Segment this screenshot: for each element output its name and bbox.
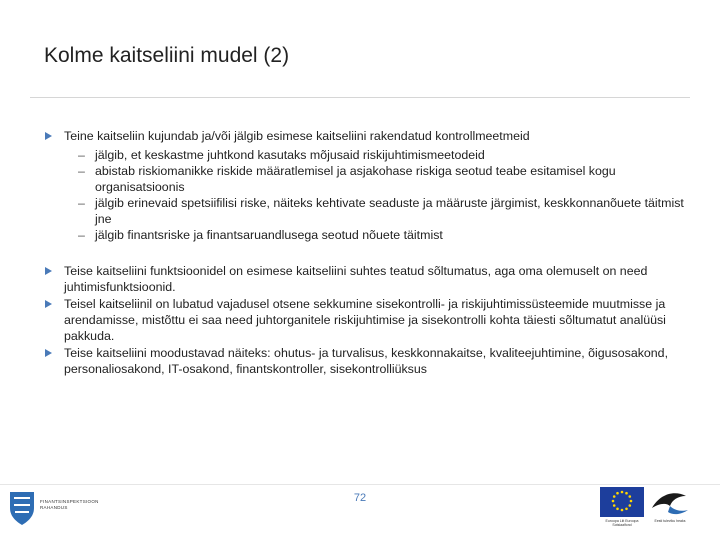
bullet-item [45, 263, 685, 295]
bullet-lead-text: Teine kaitseliin [64, 129, 145, 143]
sub-list-item [64, 147, 685, 163]
bullet-arrow-icon [45, 267, 52, 275]
swallow-icon [648, 486, 692, 518]
sub-list-item [64, 163, 685, 195]
footer-divider [0, 484, 720, 485]
estonia-logo [648, 486, 692, 528]
sub-list-item-text: jälgib erinevaid spetsiifilisi riske, näiteks kehtivate seaduste ja määruste järgimist, keskkonnanõuete täitmist jne [95, 196, 684, 226]
bullet-text: Teisel kaitseliinil on lubatud vajadusel otsene sekkumine sisekontrolli- ja riskijuhtimissüsteemide muutmisse ja arendamisse, mistõttu ei saa need juhtorganitele riskijuhtimise ja sisekontrolli kohta täiesti sõltumatut analüüsi pakkuda. [64, 297, 666, 343]
bullet-arrow-icon [45, 300, 52, 308]
bullet-item [45, 345, 685, 377]
sub-list-item-text: jälgib finantsriske ja finantsaruandlusega seotud nõuete täitmist [95, 228, 443, 242]
eu-logo-caption: Euroopa Liit Euroopa Sotsiaalfond [605, 519, 639, 527]
page-number: 72 [353, 492, 367, 504]
dash-icon: – [78, 228, 85, 242]
bullet-text: Teise kaitseliini funktsioonidel on esimese kaitseliini suhtes teatud sõltumatus, aga oma olemuselt on need juhtimisfunktsioonid. [64, 264, 648, 294]
bullet-arrow-icon [45, 349, 52, 357]
sub-list-item [64, 195, 685, 227]
dash-icon: – [78, 148, 85, 162]
bullet-text: kujundab ja/või jälgib esimese kaitseliini rakendatud kontrollmeetmeid [144, 129, 530, 143]
slide-title: Kolme kaitseliini mudel (2) [44, 44, 290, 67]
bullet-item [45, 296, 685, 344]
eu-logo [598, 486, 646, 528]
bullet-text: Teise kaitseliini moodustavad näiteks: ohutus- ja turvalisus, keskkonnakaitse, kvaliteejuhtimine, õigusosakond, personaliosakond, IT-osakond, finantskontroller, sisekontrolliüksus [64, 346, 669, 376]
financial-supervision-logo [8, 490, 118, 534]
sub-list-item-text: abistab riskiomanikke riskide määratlemisel ja asjakohase riskiga seotud teabe esitamisel kogu organisatsioonis [95, 164, 616, 194]
logo-caption-line: FINANTSINSPEKTSIOON [40, 499, 99, 504]
dash-icon: – [78, 164, 85, 178]
eu-flag-icon [598, 486, 646, 518]
bullet-arrow-icon [45, 132, 52, 140]
logo-caption [40, 499, 99, 511]
sub-list-item [64, 227, 685, 243]
logo-caption-line: RAHANDUS [40, 505, 68, 510]
sub-list [64, 147, 685, 243]
dash-icon: – [78, 196, 85, 210]
title-divider [30, 97, 690, 98]
bullet-item [45, 128, 685, 243]
slide-content [45, 128, 685, 377]
sub-list-item-text: jälgib, et keskastme juhtkond kasutaks mõjusaid riskijuhtimismeetodeid [95, 148, 485, 162]
ee-logo-caption: Eesti tuleviku heaks [654, 519, 686, 523]
coat-of-arms-icon [8, 490, 36, 526]
